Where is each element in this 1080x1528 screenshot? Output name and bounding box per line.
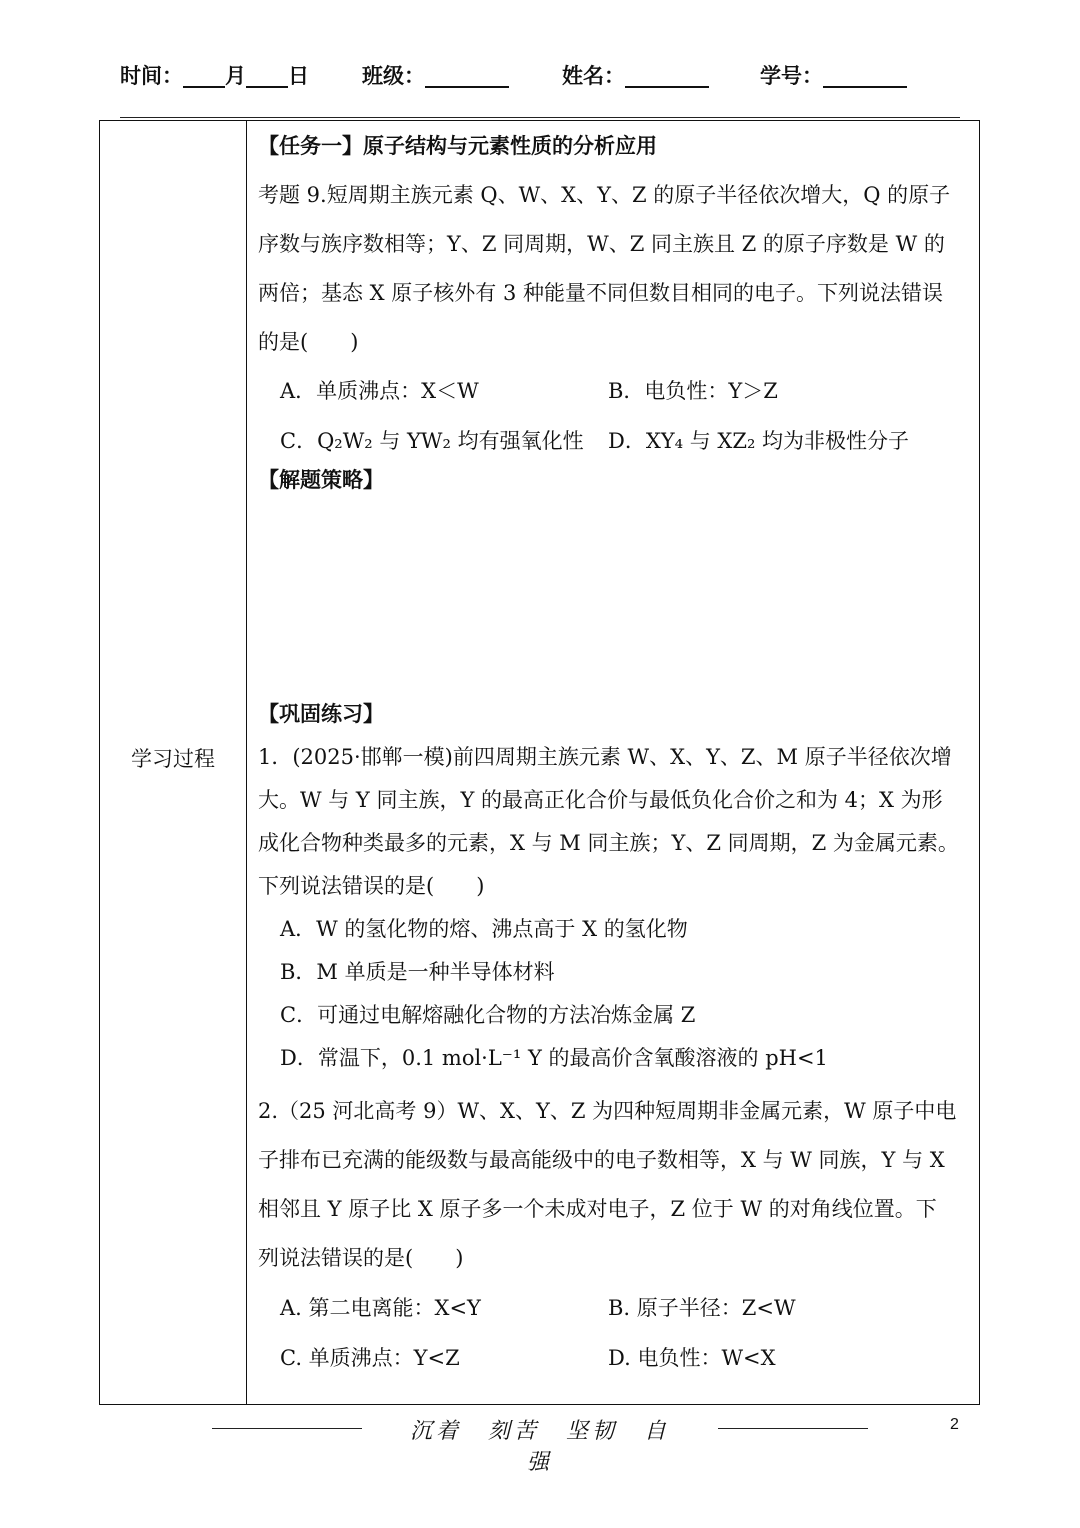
strategy-title: 【解题策略】 — [258, 468, 384, 492]
p1-question-line: 大。W 与 Y 同主族，Y 的最高正化合价与最低负化合价之和为 4；X 为形 — [258, 788, 943, 812]
date-field: 时间：____月____日 — [120, 64, 309, 88]
task1-question-line: 序数与族序数相等；Y、Z 同周期，W、Z 同主族且 Z 的原子序数是 W 的 — [258, 232, 945, 256]
p2-option-a: A. 第二电离能：X<Y — [280, 1296, 481, 1320]
footer-rule-right — [718, 1428, 868, 1429]
p2-question-line: 2.（25 河北高考 9）W、X、Y、Z 为四种短周期非金属元素，W 原子中电 — [258, 1099, 957, 1123]
p1-option-d: D．常温下，0.1 mol·L⁻¹ Y 的最高价含氧酸溶液的 pH<1 — [280, 1046, 828, 1070]
task1-option-d: D．XY₄ 与 XZ₂ 均为非极性分子 — [608, 429, 910, 453]
task1-option-c: C．Q₂W₂ 与 YW₂ 均有强氧化性 — [280, 429, 584, 453]
page-footer — [0, 1414, 1080, 1475]
section-label: 学习过程 — [131, 747, 215, 771]
task1-option-b: B．电负性：Y＞Z — [608, 379, 778, 403]
task1-question-line: 考题 9.短周期主族元素 Q、W、X、Y、Z 的原子半径依次增大，Q 的原子 — [258, 183, 951, 207]
p2-option-c: C. 单质沸点：Y<Z — [280, 1346, 460, 1370]
p1-question-line: 下列说法错误的是( ) — [258, 874, 485, 898]
name-field: 姓名：________ — [562, 64, 709, 88]
page-number: 2 — [950, 1416, 959, 1433]
student-id-field: 学号：________ — [760, 64, 907, 88]
task1-question-line: 的是( ) — [258, 330, 359, 354]
p1-question-line: 1．(2025·邯郸一模)前四周期主族元素 W、X、Y、Z、M 原子半径依次增 — [258, 745, 952, 769]
task1-question-line: 两倍；基态 X 原子核外有 3 种能量不同但数目相同的电子。下列说法错误 — [258, 281, 944, 305]
practice-title: 【巩固练习】 — [258, 702, 384, 726]
column-divider — [246, 121, 247, 1404]
footer-rule-left — [212, 1428, 362, 1429]
footer-motto: 沉着 刻苦 坚韧 自强 — [409, 1419, 670, 1475]
p2-question-line: 列说法错误的是( ) — [258, 1246, 464, 1270]
task1-title: 【任务一】原子结构与元素性质的分析应用 — [258, 134, 657, 158]
class-field: 班级：________ — [362, 64, 509, 88]
p1-question-line: 成化合物种类最多的元素，X 与 M 同主族；Y、Z 同周期，Z 为金属元素。 — [258, 831, 959, 855]
p1-option-a: A．W 的氢化物的熔、沸点高于 X 的氢化物 — [280, 917, 688, 941]
header-rule — [120, 117, 960, 118]
p2-question-line: 相邻且 Y 原子比 X 原子多一个未成对电子，Z 位于 W 的对角线位置。下 — [258, 1197, 937, 1221]
p2-question-line: 子排布已充满的能级数与最高能级中的电子数相等，X 与 W 同族，Y 与 X — [258, 1148, 945, 1172]
p1-option-c: C．可通过电解熔融化合物的方法冶炼金属 Z — [280, 1003, 696, 1027]
task1-option-a: A．单质沸点：X＜W — [280, 379, 479, 403]
p1-option-b: B．M 单质是一种半导体材料 — [280, 960, 555, 984]
worksheet-table — [99, 120, 980, 1405]
p2-option-d: D. 电负性：W<X — [608, 1346, 776, 1370]
p2-option-b: B. 原子半径：Z<W — [608, 1296, 796, 1320]
